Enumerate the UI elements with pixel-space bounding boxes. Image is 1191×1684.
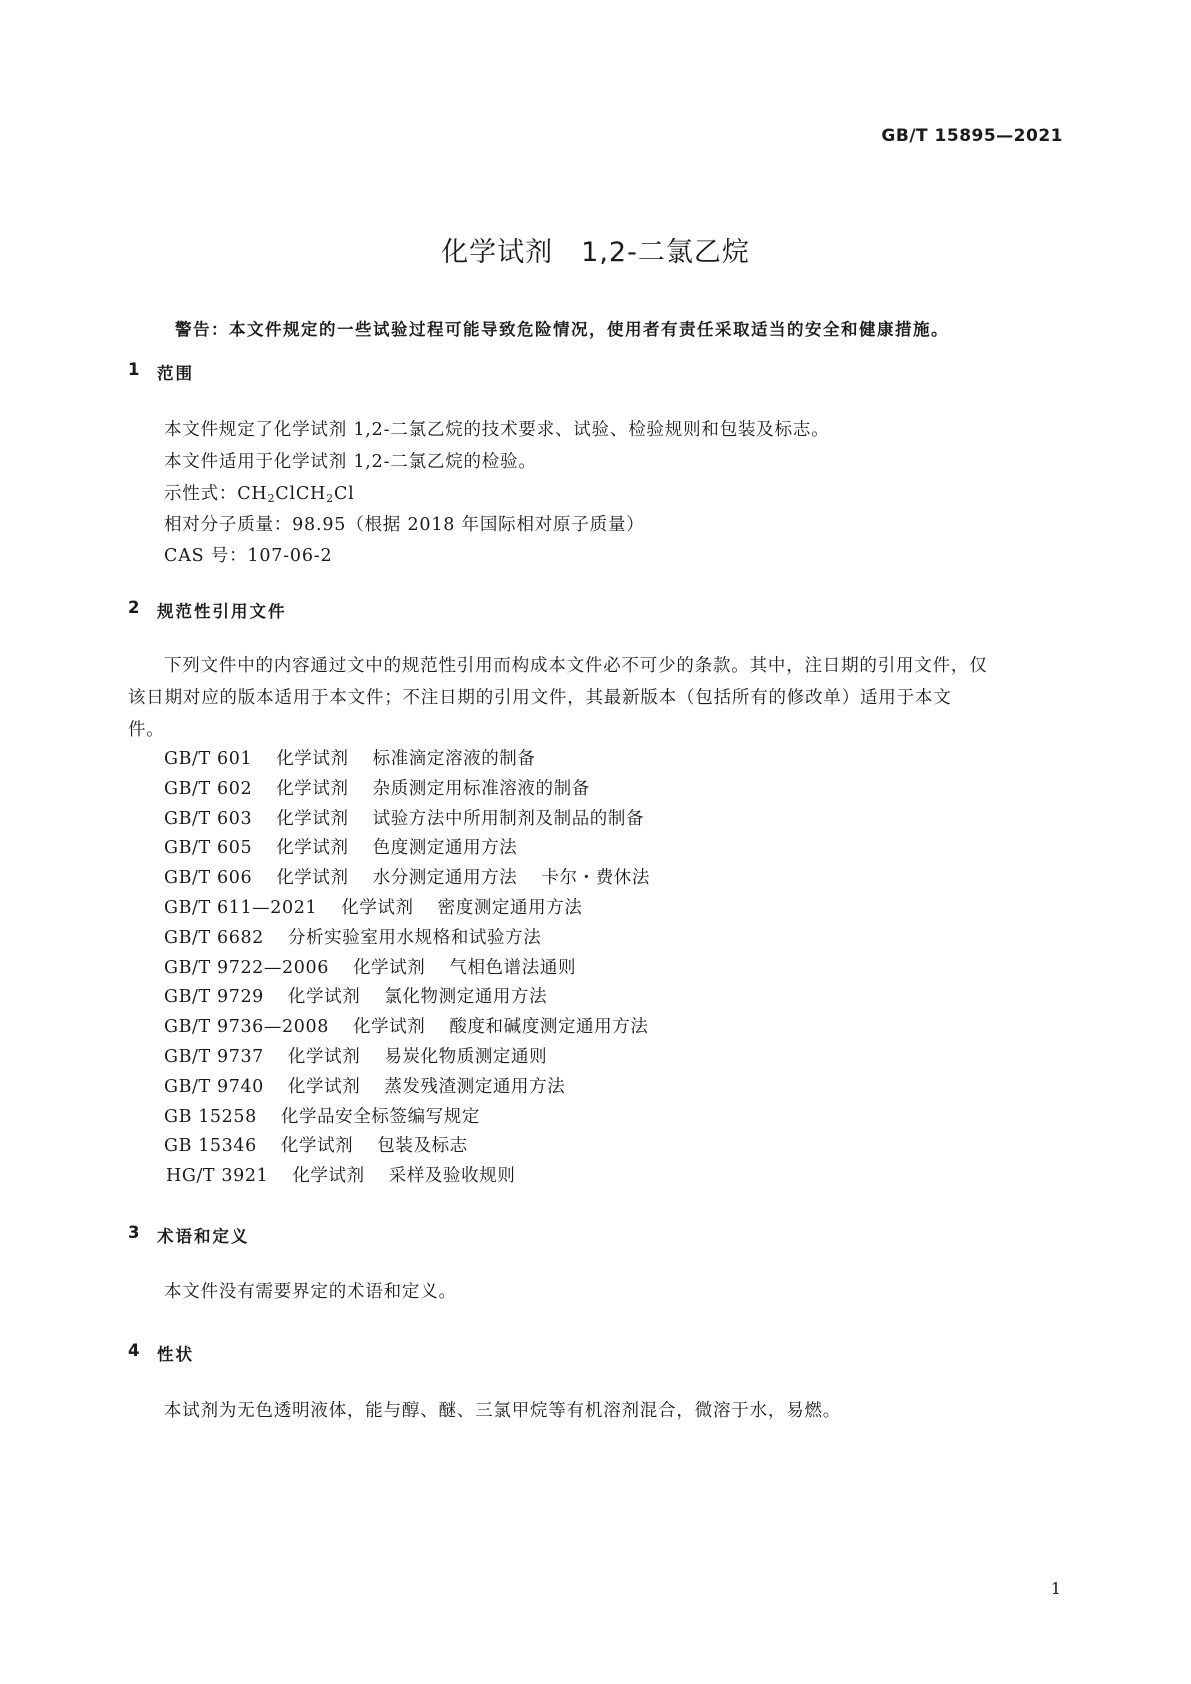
formula-part: ClCH bbox=[275, 484, 327, 504]
reference-title-part: 化学试剂 bbox=[352, 957, 426, 978]
scope-line-1: 本文件规定了化学试剂 1,2-二氯乙烷的技术要求、试验、检验规则和包装及标志。 bbox=[164, 420, 830, 440]
reference-title-part: 化学试剂 bbox=[292, 1166, 365, 1187]
reference-item bbox=[164, 1043, 547, 1068]
reference-title-part: 化学试剂 bbox=[287, 1076, 361, 1097]
reference-code: GB/T 9737 bbox=[164, 1047, 264, 1067]
reference-item bbox=[166, 1162, 515, 1187]
reference-code: GB/T 6682 bbox=[164, 927, 264, 948]
reference-title-part: 分析实验室用水规格和试验方法 bbox=[287, 927, 542, 948]
formula-part: CH bbox=[237, 484, 268, 504]
structural-formula bbox=[164, 480, 355, 505]
reference-item bbox=[164, 805, 644, 830]
formula-label: 示性式： bbox=[164, 484, 238, 504]
safety-warning: 警告：本文件规定的一些试验过程可能导致危险情况，使用者有责任采取适当的安全和健康措施。 bbox=[175, 320, 949, 339]
reference-item bbox=[164, 924, 541, 949]
reference-item bbox=[164, 1103, 480, 1128]
reference-title-part: 化学试剂 bbox=[352, 1017, 426, 1038]
reference-item bbox=[164, 1132, 468, 1157]
reference-item bbox=[164, 894, 582, 919]
reference-title-part: 试验方法中所用制剂及制品的制备 bbox=[372, 808, 645, 829]
document-title: 化学试剂 1,2-二氯乙烷 bbox=[441, 237, 750, 268]
section-4-number: 4 bbox=[128, 1341, 140, 1360]
molecular-mass: 相对分子质量：98.95（根据 2018 年国际相对原子质量） bbox=[164, 515, 645, 535]
reference-title-part: 化学品安全标签编写规定 bbox=[280, 1106, 480, 1127]
cas-number: CAS 号：107-06-2 bbox=[164, 546, 333, 566]
section-2-number: 2 bbox=[128, 598, 140, 617]
reference-code: GB 15346 bbox=[164, 1136, 257, 1157]
reference-code: HG/T 3921 bbox=[166, 1166, 269, 1187]
reference-code: GB/T 602 bbox=[164, 778, 253, 799]
reference-title-part: 化学试剂 bbox=[341, 898, 414, 918]
reference-code: GB/T 611—2021 bbox=[164, 898, 318, 918]
page-number: 1 bbox=[1050, 1579, 1061, 1598]
scope-line-2: 本文件适用于化学试剂 1,2-二氯乙烷的检验。 bbox=[164, 452, 537, 472]
section-2-title: 规范性引用文件 bbox=[157, 602, 287, 621]
terms-text: 本文件没有需要界定的术语和定义。 bbox=[164, 1282, 457, 1302]
reference-title-part: 水分测定通用方法 bbox=[372, 868, 518, 889]
reference-title-part: 化学试剂 bbox=[276, 808, 349, 829]
reference-title-part: 标准滴定溶液的制备 bbox=[372, 749, 536, 769]
reference-item bbox=[164, 954, 576, 979]
reference-code: GB/T 606 bbox=[164, 868, 253, 889]
formula-part: Cl bbox=[333, 484, 355, 504]
reference-title-part: 蒸发残渣测定通用方法 bbox=[384, 1076, 566, 1097]
reference-title-part: 采样及验收规则 bbox=[388, 1166, 516, 1187]
reference-item bbox=[164, 1073, 565, 1098]
reference-code: GB/T 601 bbox=[164, 749, 253, 769]
formula-subscript: 2 bbox=[267, 492, 276, 505]
reference-code: GB/T 9736—2008 bbox=[164, 1017, 329, 1038]
reference-title-part: 包装及标志 bbox=[377, 1136, 468, 1157]
reference-title-part: 色度测定通用方法 bbox=[372, 838, 518, 859]
reference-item bbox=[164, 864, 650, 889]
section-1-number: 1 bbox=[128, 360, 140, 379]
reference-code: GB/T 605 bbox=[164, 838, 253, 859]
normative-references-intro: 下列文件中的内容通过文中的规范性引用而构成本文件必不可少的条款。其中，注日期的引用文件，仅该日期对应的版本适用于本文件；不注日期的引用文件，其最新版本（包括所有的修改单）适用于本文件。 bbox=[128, 656, 988, 740]
reference-item bbox=[164, 983, 547, 1008]
reference-code: GB/T 603 bbox=[164, 808, 253, 829]
reference-item bbox=[164, 775, 590, 800]
reference-title-part: 卡尔・费休法 bbox=[541, 868, 651, 889]
reference-code: GB/T 9740 bbox=[164, 1076, 264, 1097]
reference-title-part: 化学试剂 bbox=[276, 838, 349, 859]
reference-title-part: 密度测定通用方法 bbox=[437, 898, 583, 918]
section-1-title: 范围 bbox=[157, 364, 194, 383]
reference-title-part: 化学试剂 bbox=[287, 987, 361, 1008]
section-3-number: 3 bbox=[128, 1223, 140, 1242]
reference-title-part: 化学试剂 bbox=[276, 749, 349, 769]
reference-item bbox=[164, 1013, 648, 1038]
section-3-title: 术语和定义 bbox=[157, 1227, 250, 1246]
standard-number: GB/T 15895—2021 bbox=[881, 126, 1063, 146]
reference-title-part: 气相色谱法通则 bbox=[449, 957, 577, 978]
reference-title-part: 氯化物测定通用方法 bbox=[384, 987, 548, 1008]
formula-subscript: 2 bbox=[326, 492, 334, 505]
reference-title-part: 杂质测定用标准溶液的制备 bbox=[372, 778, 590, 799]
reference-title-part: 化学试剂 bbox=[280, 1136, 354, 1157]
reference-code: GB 15258 bbox=[164, 1106, 257, 1127]
reference-title-part: 易炭化物质测定通则 bbox=[384, 1047, 548, 1067]
reference-code: GB/T 9729 bbox=[164, 987, 264, 1008]
properties-text: 本试剂为无色透明液体，能与醇、醚、三氯甲烷等有机溶剂混合，微溶于水，易燃。 bbox=[164, 1401, 842, 1421]
reference-item bbox=[164, 834, 517, 859]
reference-title-part: 化学试剂 bbox=[287, 1047, 361, 1067]
reference-title-part: 酸度和碱度测定通用方法 bbox=[449, 1017, 649, 1038]
reference-code: GB/T 9722—2006 bbox=[164, 957, 329, 978]
reference-title-part: 化学试剂 bbox=[276, 778, 349, 799]
section-4-title: 性状 bbox=[157, 1345, 194, 1364]
reference-item bbox=[164, 745, 536, 770]
reference-title-part: 化学试剂 bbox=[276, 868, 349, 889]
